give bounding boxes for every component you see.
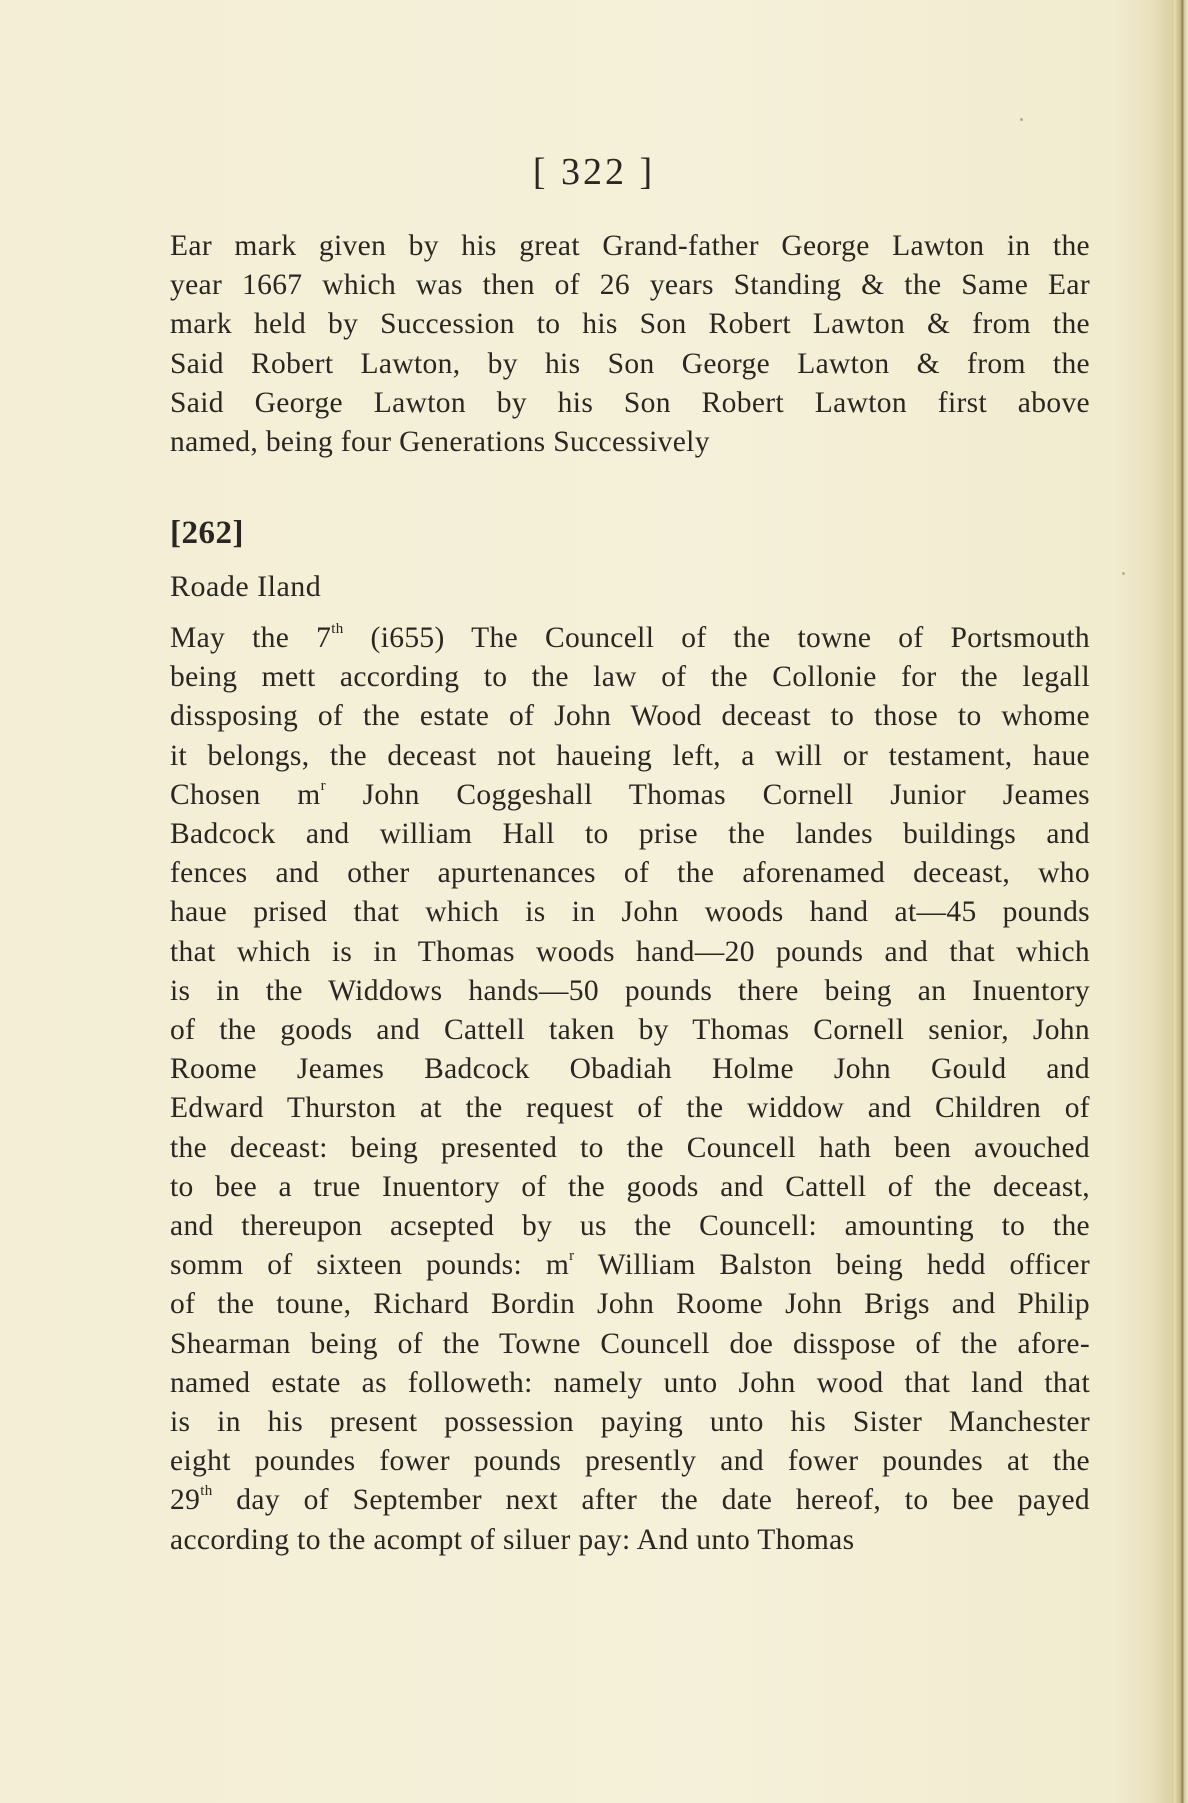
paper-speck — [1122, 572, 1125, 575]
paper-speck — [1020, 118, 1023, 121]
line-text: (i655) The Councell of the towne of Portsmouth — [343, 622, 1090, 654]
line-text: 29 — [170, 1484, 201, 1517]
line-text: haue prised that which is in John woods hand at—45 pounds — [170, 896, 1090, 929]
line-text: John Coggeshall Thomas Cornell Junior Jeames — [325, 778, 1090, 811]
text-line — [170, 619, 1090, 658]
text-line: Said Robert Lawton, by his Son George Lawton & from the — [170, 347, 1090, 380]
text-line — [170, 1364, 1090, 1403]
text-line: year 1667 which was then of 26 years Standing & the Same Ear — [170, 269, 1090, 302]
line-text: eight poundes fower pounds presently and fower poundes at the — [170, 1445, 1090, 1478]
line-text: William Balston being hedd officer — [574, 1249, 1090, 1282]
text-line: mark held by Succession to his Son Robert Lawton & from the — [170, 308, 1090, 341]
superscript: th — [200, 1483, 213, 1500]
line-text: according to the acompt of siluer pay: And unto Thomas — [170, 1523, 855, 1556]
superscript: r — [569, 1248, 575, 1265]
line-text: that which is in Thomas woods hand—20 pounds and that which — [170, 935, 1090, 968]
text-line — [170, 1246, 1090, 1285]
text-line — [170, 1011, 1090, 1050]
line-text: Shearman being of the Towne Councell doe disspose of the afore- — [170, 1327, 1090, 1360]
line-text: is in his present possession paying unto his Sister Manchester — [170, 1406, 1090, 1439]
line-text: and thereupon acsepted by us the Councell: amounting to the — [170, 1210, 1090, 1243]
text-line — [170, 893, 1090, 932]
superscript: th — [331, 621, 344, 637]
text-line — [170, 1481, 1090, 1520]
text-line — [170, 815, 1090, 854]
line-text: Badcock and william Hall to prise the landes buildings and — [170, 818, 1090, 851]
text-line — [170, 1403, 1090, 1442]
text-line — [170, 854, 1090, 893]
text-line — [170, 1168, 1090, 1207]
line-text: being mett according to the law of the Collonie for the legall — [170, 661, 1090, 694]
text-line — [170, 776, 1090, 815]
text-line — [170, 1442, 1090, 1481]
entry-body-paragraph — [170, 619, 1090, 1560]
line-text: is in the Widdows hands—50 pounds there being an Inuentory — [170, 974, 1090, 1007]
text-line — [170, 1207, 1090, 1246]
intro-paragraph — [170, 227, 1090, 462]
text-line — [170, 658, 1090, 697]
line-text: fences and other apurtenances of the aforenamed deceast, who — [170, 857, 1090, 890]
line-text: it belongs, the deceast not haueing left, a will or testament, haue — [170, 739, 1090, 772]
line-text: dissposing of the estate of John Wood deceast to those to whome — [170, 700, 1090, 733]
line-text: somm of sixteen pounds: m — [170, 1249, 570, 1282]
line-text: the deceast: being presented to the Councell hath been avouched — [170, 1131, 1090, 1164]
text-line — [170, 1285, 1090, 1324]
text-line: Said George Lawton by his Son Robert Lawton first above — [170, 386, 1090, 419]
entry-number: [262] — [170, 515, 244, 551]
line-text: of the goods and Cattell taken by Thomas Cornell senior, John — [170, 1014, 1090, 1047]
text-line — [170, 737, 1090, 776]
text-line — [170, 1050, 1090, 1089]
text-line — [170, 933, 1090, 972]
line-text: Roome Jeames Badcock Obadiah Holme John Gould and — [170, 1053, 1090, 1086]
text-line — [170, 972, 1090, 1011]
text-line — [170, 1089, 1090, 1128]
page-edge-shadow — [1174, 0, 1188, 1803]
line-text: of the toune, Richard Bordin John Roome John Brigs and Philip — [170, 1288, 1090, 1321]
text-line — [170, 697, 1090, 736]
superscript: r — [320, 777, 326, 794]
line-text: Chosen m — [170, 778, 321, 811]
line-text: Edward Thurston at the request of the widdow and Children of — [170, 1092, 1090, 1125]
text-line: named, being four Generations Successively — [170, 426, 710, 459]
text-line: Ear mark given by his great Grand-father George Lawton in the — [170, 230, 1090, 262]
text-line — [170, 1129, 1090, 1168]
page-number: [ 322 ] — [532, 151, 656, 193]
entry-place: Roade Iland — [170, 570, 322, 603]
text-line — [170, 1521, 1090, 1560]
line-text: named estate as followeth: namely unto John wood that land that — [170, 1366, 1090, 1399]
line-text: day of September next after the date hereof, to bee payed — [212, 1484, 1090, 1517]
text-line — [170, 1325, 1090, 1364]
line-text: May the 7 — [170, 622, 332, 654]
line-text: to bee a true Inuentory of the goods and Cattell of the deceast, — [170, 1170, 1090, 1203]
